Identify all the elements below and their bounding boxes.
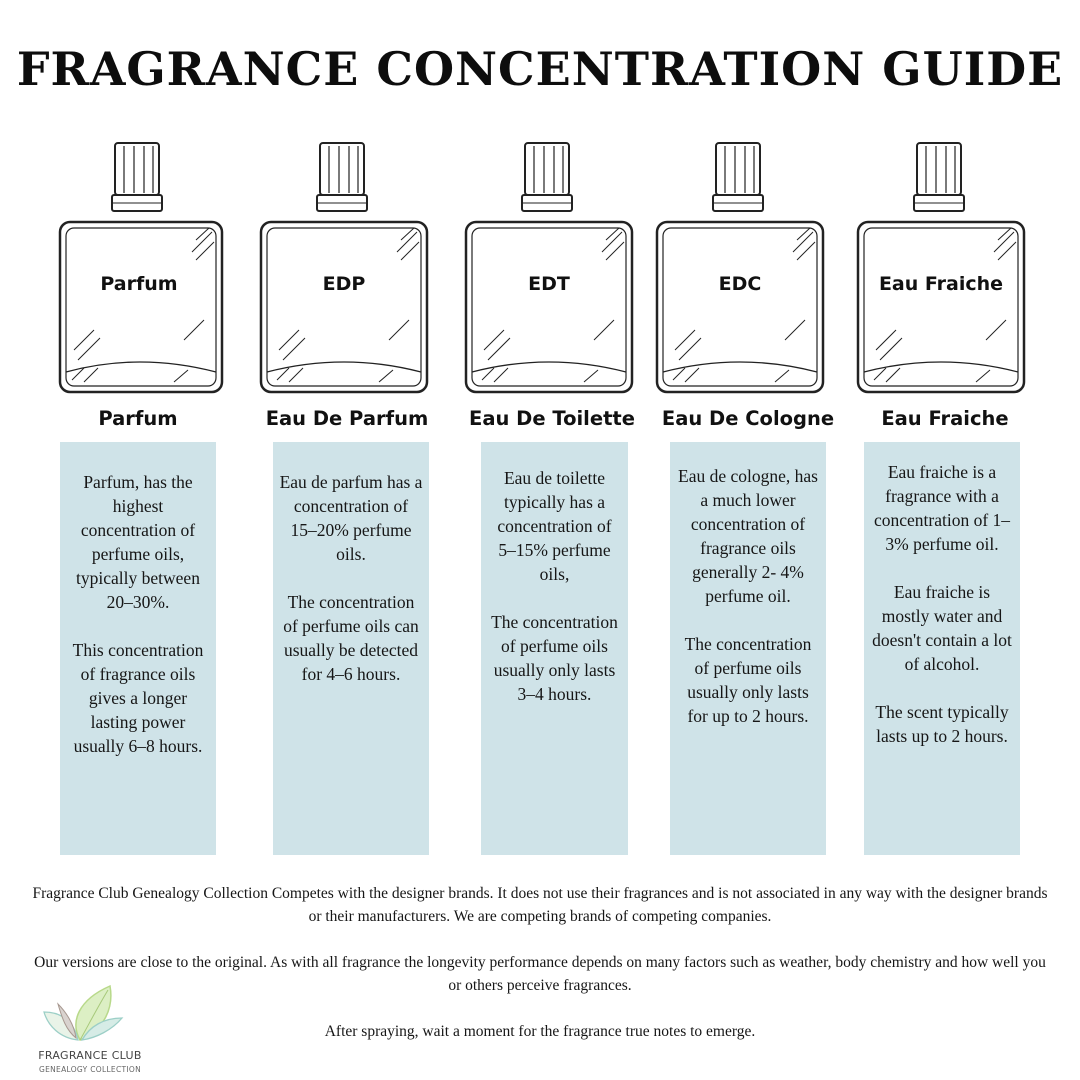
leaf-logo-icon [30, 982, 150, 1048]
bottle-edp [259, 140, 429, 395]
card-paragraph: The concentration of perfume oils can usually be detected for 4–6 hours. [283, 592, 419, 684]
bottle-label: EDC [718, 273, 762, 295]
card-paragraph: Eau fraiche is mostly water and doesn't contain a lot of alcohol. [872, 582, 1012, 674]
description-card-edc [670, 442, 826, 855]
footer-paragraph: After spraying, wait a moment for the fragrance true notes to emerge. [324, 1023, 756, 1040]
bottle-edc [655, 140, 825, 395]
card-paragraph: Eau de toilette typically has a concentration of 5–15% perfume oils, [497, 468, 612, 584]
bottle-label: Eau Fraiche [878, 273, 1004, 295]
description-card-eau-fraiche [864, 442, 1020, 855]
footer-disclaimer [30, 882, 1050, 1066]
bottle-eau-fraiche [856, 140, 1026, 395]
description-card-edp [273, 442, 429, 855]
column-name-parfum: Parfum [98, 407, 178, 430]
footer-paragraph: Fragrance Club Genealogy Collection Competes with the designer brands. It does not use their fragrances and is not associated in any way with the designer brands or their manufacturers. We are competing brands of competing companies. [32, 885, 1048, 925]
card-paragraph: The concentration of perfume oils usually only lasts 3–4 hours. [491, 612, 618, 704]
column-name-eau-de-parfum: Eau De Parfum [265, 407, 429, 430]
logo-subtitle: GENEALOGY COLLECTION [38, 1065, 142, 1074]
description-card-parfum [60, 442, 216, 855]
perfume-bottle-icon [655, 140, 825, 395]
bottle-label: EDT [528, 273, 570, 295]
page-title: FRAGRANCE CONCENTRATION GUIDE [16, 42, 1064, 96]
bottle-parfum [54, 140, 224, 395]
card-paragraph: Eau de cologne, has a much lower concentration of fragrance oils generally 2- 4% perfume oil. [678, 466, 818, 606]
column-name-eau-de-toilette: Eau De Toilette [469, 407, 635, 430]
column-name-eau-fraiche: Eau Fraiche [881, 407, 1009, 430]
logo-name: FRAGRANCE CLUB [38, 1049, 142, 1062]
description-card-edt [481, 442, 628, 855]
perfume-bottle-icon [54, 140, 224, 395]
card-paragraph: Parfum, has the highest concentration of perfume oils, typically between 20–30%. [76, 472, 200, 612]
perfume-bottle-icon [856, 140, 1026, 395]
footer-paragraph: Our versions are close to the original. As with all fragrance the longevity performance depends on many factors such as weather, body chemistry and how well you or others perceive fragrances. [34, 954, 1046, 994]
bottle-edt [464, 140, 634, 395]
card-paragraph: The concentration of perfume oils usually only lasts for up to 2 hours. [684, 634, 812, 726]
card-paragraph: The scent typically lasts up to 2 hours. [875, 702, 1009, 746]
card-paragraph: Eau de parfum has a concentration of 15–20% perfume oils. [279, 472, 423, 564]
card-paragraph: This concentration of fragrance oils gives a longer lasting power usually 6–8 hours. [72, 640, 204, 756]
brand-logo [30, 982, 150, 1077]
card-paragraph: Eau fraiche is a fragrance with a concentration of 1–3% perfume oil. [873, 462, 1011, 554]
bottle-label: EDP [322, 273, 366, 295]
perfume-bottle-icon [259, 140, 429, 395]
column-name-eau-de-cologne: Eau De Cologne [661, 407, 835, 430]
perfume-bottle-icon [464, 140, 634, 395]
bottle-label: Parfum [100, 273, 178, 295]
